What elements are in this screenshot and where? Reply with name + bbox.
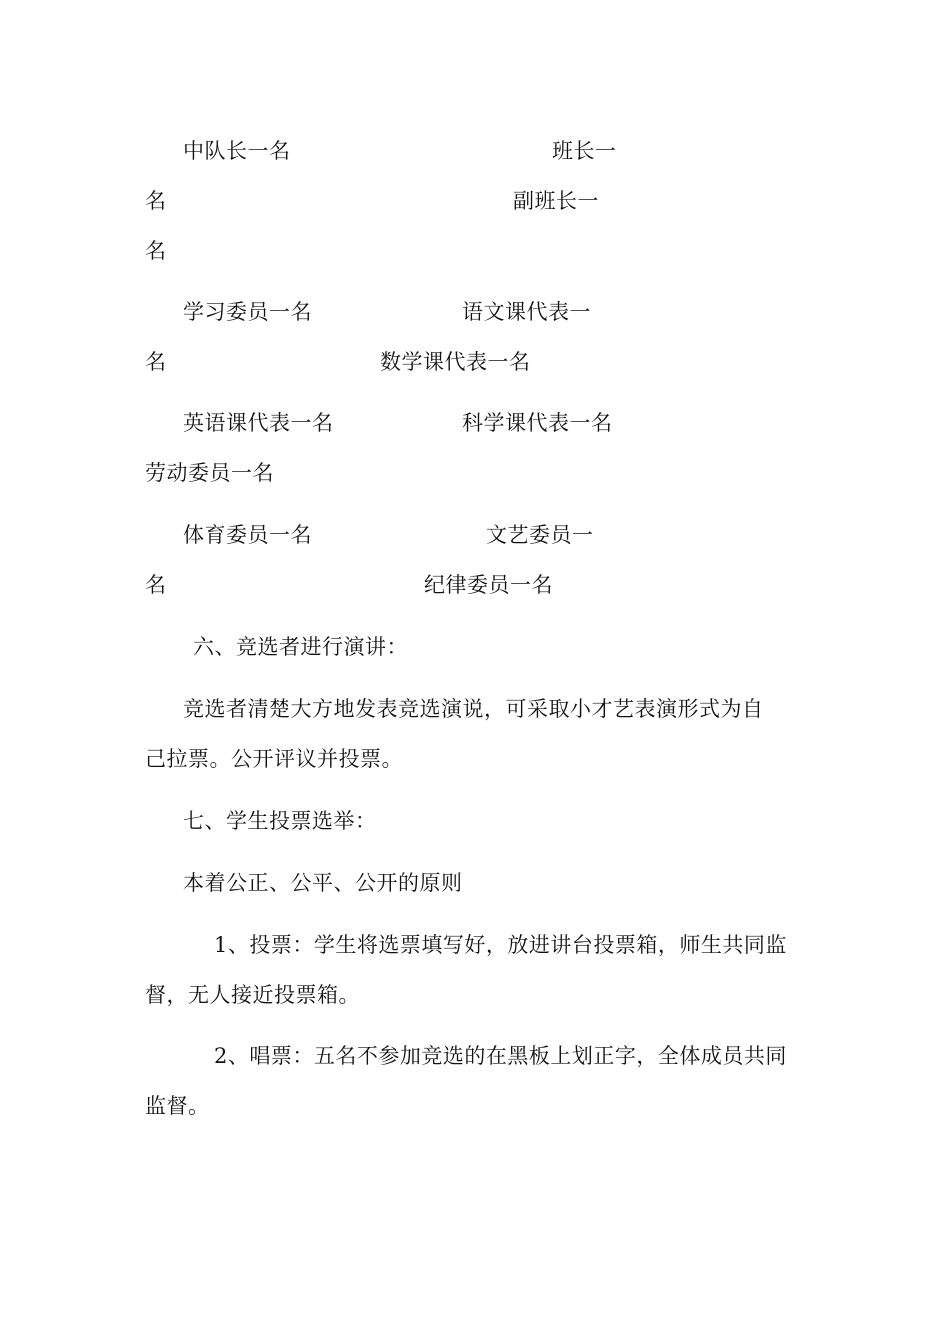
role-class-monitor: 班长一 <box>552 139 617 163</box>
role-arts-commissioner: 文艺委员一 <box>486 523 594 547</box>
role-wrap-text: 名 <box>145 573 167 597</box>
role-wrap-text: 名 <box>145 189 167 213</box>
section-7-principle: 本着公正、公平、公开的原则 <box>183 871 463 895</box>
role-squad-leader: 中队长一名 <box>183 139 291 163</box>
section-6-paragraph-line-1: 竞选者清楚大方地发表竞选演说，可采取小才艺表演形式为自 <box>183 697 764 721</box>
role-sports-commissioner: 体育委员一名 <box>183 523 312 547</box>
role-vice-monitor: 副班长一 <box>513 189 599 213</box>
role-science-rep: 科学课代表一名 <box>462 411 613 435</box>
section-6-heading: 六、竞选者进行演讲： <box>193 635 408 659</box>
section-7-item-1-line-2: 督，无人接近投票箱。 <box>145 983 360 1007</box>
role-labor-commissioner: 劳动委员一名 <box>145 461 274 485</box>
role-math-rep: 数学课代表一名 <box>380 350 531 374</box>
section-7-item-1-line-1: 1、投票：学生将选票填写好，放进讲台投票箱，师生共同监 <box>214 933 787 957</box>
section-7-heading: 七、学生投票选举： <box>183 809 377 833</box>
role-wrap-text: 名 <box>145 350 167 374</box>
role-wrap-text: 名 <box>145 239 167 263</box>
section-6-paragraph-line-2: 己拉票。公开评议并投票。 <box>145 747 403 771</box>
role-discipline-commissioner: 纪律委员一名 <box>424 573 553 597</box>
section-7-item-2-line-2: 监督。 <box>145 1094 210 1118</box>
role-english-rep: 英语课代表一名 <box>183 411 334 435</box>
section-7-item-2-line-1: 2、唱票：五名不参加竞选的在黑板上划正字，全体成员共同 <box>214 1044 787 1068</box>
role-chinese-rep: 语文课代表一 <box>462 300 591 324</box>
role-study-commissioner: 学习委员一名 <box>183 300 312 324</box>
